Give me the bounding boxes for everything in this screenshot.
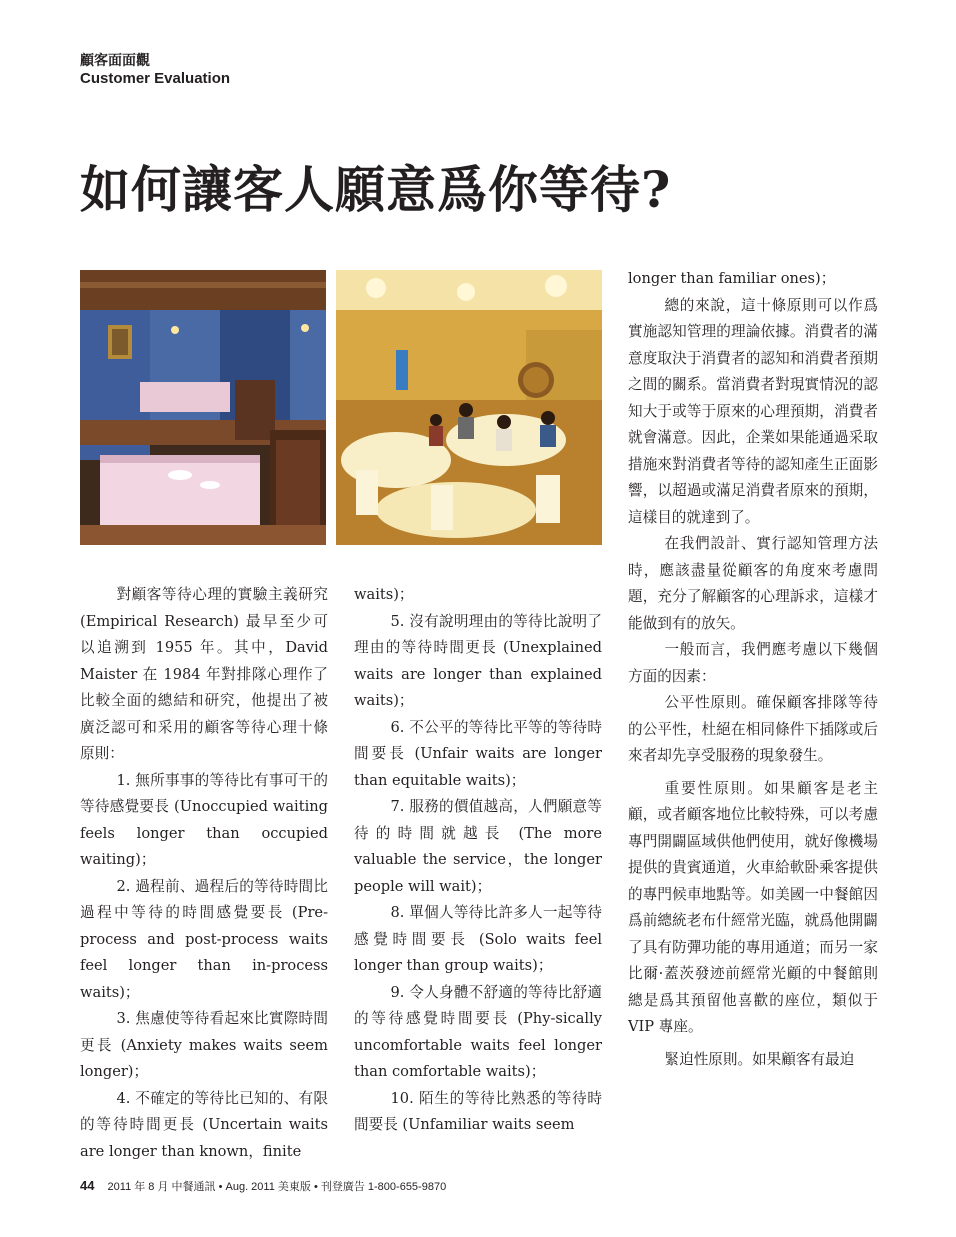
restaurant-interior-image	[80, 270, 326, 545]
continued-paragraph: longer than familiar ones)；	[628, 270, 836, 287]
principle-8-paragraph: 8. 單個人等待比許多人一起等待感覺時間要長 (Solo waits feel longer than group waits)；	[354, 904, 602, 974]
restaurant-photo-left	[80, 270, 326, 545]
principle-10-paragraph: 10. 陌生的等待比熟悉的等待時間要長 (Unfamiliar waits seem	[354, 1089, 602, 1133]
principle-1-paragraph: 1. 無所事事的等待比有事可干的等待感覺要長 (Unoccupied waiting feels longer than occupied waiting)；	[80, 771, 328, 868]
principle-7-paragraph: 7. 服務的價值越高，人們願意等待的時間就越長 (The more valuable the service，the longer people will wait)；	[354, 798, 602, 895]
page-footer	[80, 1178, 446, 1195]
importance-paragraph: 重要性原則。如果顧客是老主顧，或者顧客地位比較特殊，可以考慮專門開闢區域供他們使用，就好像機場提供的貴賓通道，火車給軟卧乘客提供的專門候車地點等。如美國一中餐館因爲前總統老布什經常光臨，就爲他開闢了具有防彈功能的專用通道；而另一家比爾·蓋茨發迹前經常光顧的中餐館則總是爲其預留他喜歡的座位，類似于 VIP 專座。	[628, 779, 878, 1035]
restaurant-interior-image	[336, 270, 602, 545]
urgency-paragraph: 緊迫性原則。如果顧客有最迫	[664, 1050, 855, 1068]
principle-4-paragraph: 4. 不確定的等待比已知的、有限的等待時間更長 (Uncertain waits are longer than known，finite	[80, 1089, 328, 1160]
article-column-1	[80, 582, 328, 1165]
continued-paragraph: waits)；	[354, 586, 414, 603]
summary-paragraph: 總的來說，這十條原則可以作爲實施認知管理的理論依據。消費者的滿意度取決于消費者的認知和消費者預期之間的關系。當消費者對現實情況的認知大于或等于原來的心理預期，消費者就會滿意。因此，企業如果能通過采取措施來對消費者等待的認知產生正面影響，以超過或滿足消費者原來的預期，這樣目的就達到了。	[628, 296, 878, 526]
principle-6-paragraph: 6. 不公平的等待比平等的等待時間要長 (Unfair waits are longer than equitable waits)；	[354, 718, 602, 789]
principle-3-paragraph: 3. 焦慮使等待看起來比實際時間更長 (Anxiety makes waits seem longer)；	[80, 1010, 328, 1080]
footer-text: 2011 年 8 月 中餐通訊 • Aug. 2011 美東版 • 刊登廣告 1-800-655-9870	[107, 1181, 447, 1193]
principle-9-paragraph: 9. 令人身體不舒適的等待比舒適的等待感覺時間要長 (Phy-sically uncomfortable waits feel longer than comfortable waits)；	[354, 983, 602, 1080]
page-number: 44	[80, 1178, 95, 1193]
intro-paragraph: 對顧客等待心理的實驗主義研究 (Empirical Research) 最早至少可以追溯到 1955 年。其中，David Maister 在 1984 年對排隊心理作了比較全面的總結和研究，他提出了被廣泛認可和采用的顧客等待心理十條原則：	[80, 586, 328, 762]
principle-2-paragraph: 2. 過程前、過程后的等待時間比過程中等待的時間感覺要長 (Pre-process and post-process waits feel longer than in-process waits)；	[80, 877, 328, 1001]
design-paragraph: 在我們設計、實行認知管理方法時，應該盡量從顧客的角度來考慮問題，充分了解顧客的心理訴求，這樣才能做到有的放矢。	[628, 535, 878, 632]
fairness-paragraph: 公平性原則。確保顧客排隊等待的公平性，杜絕在相同條件下插隊或后來者却先享受服務的現象發生。	[628, 694, 878, 764]
factors-intro-paragraph: 一般而言，我們應考慮以下幾個方面的因素：	[628, 641, 878, 685]
article-column-2	[354, 582, 602, 1139]
section-label-english: Customer Evaluation	[80, 70, 231, 87]
section-label-chinese: 顧客面面觀	[80, 53, 150, 69]
article-title: 如何讓客人願意爲你等待?	[80, 160, 672, 219]
principle-5-paragraph: 5. 沒有說明理由的等待比說明了理由的等待時間更長 (Unexplained waits are longer than explained waits)；	[354, 612, 602, 709]
article-column-3	[628, 266, 878, 1073]
restaurant-photo-right	[336, 270, 602, 545]
